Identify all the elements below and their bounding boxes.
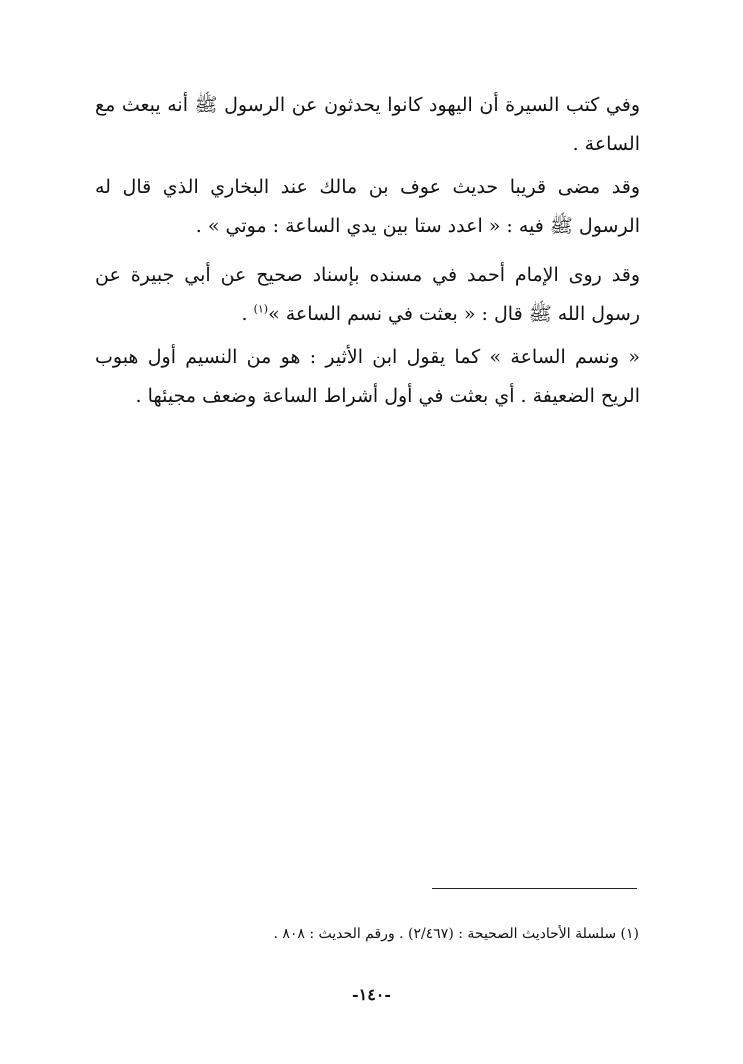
paragraph-2: وقد مضى قريبا حديث عوف بن مالك عند البخاري الذي قال له الرسول ﷺ فيه : « اعدد ستا بين يدي الساعة : موتي » . — [95, 176, 640, 237]
footnote: (١) سلسلة الأحاديث الصحيحة : (٢/٤٦٧) . ورقم الحديث : ٨٠٨ . — [273, 926, 639, 942]
paragraph-1: وفي كتب السيرة أن اليهود كانوا يحدثون عن الرسول ﷺ أنه يبعث مع الساعة . — [95, 94, 640, 155]
page-number: -١٤٠- — [351, 985, 392, 1004]
main-text — [95, 86, 640, 416]
paragraph-3-end: . — [241, 303, 254, 325]
footnote-separator — [432, 888, 637, 889]
paragraph-3-text: وقد روى الإمام أحمد في مسنده بإسناد صحيح عن أبي جبيرة عن رسول الله ﷺ قال : « بعثت في نسم الساعة » — [95, 264, 640, 325]
paragraph-3 — [95, 256, 640, 334]
footnote-reference: (١) — [253, 302, 269, 316]
paragraph-4: « ونسم الساعة » كما يقول ابن الأثير : هو من النسيم أول هبوب الريح الضعيفة . أي بعثت في أول أشراط الساعة وضعف مجيئها . — [95, 346, 640, 407]
